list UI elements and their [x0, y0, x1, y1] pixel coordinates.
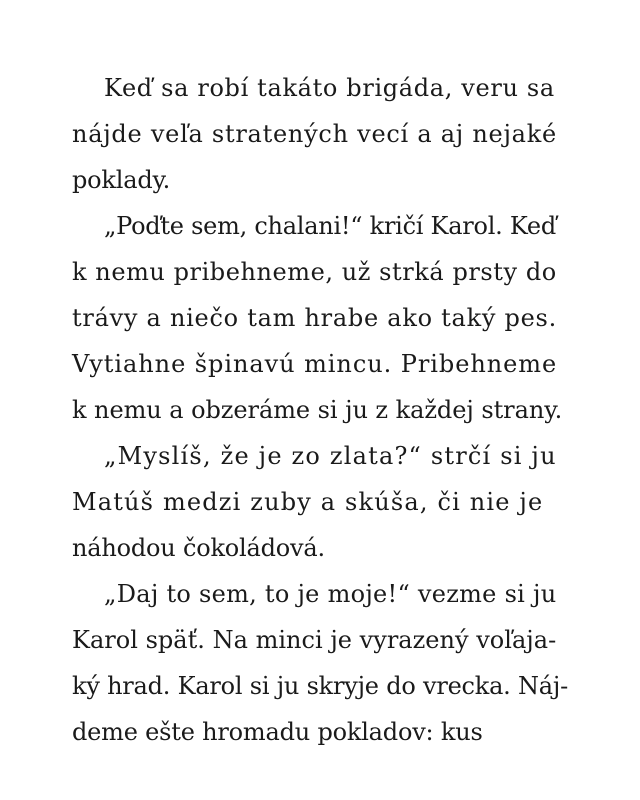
text-line-14: ký hrad. Karol si ju skryje do vrecka. Náj- [72, 672, 568, 700]
text-line-10: Matúš medzi zuby a skúša, či nie je [72, 488, 544, 516]
text-line-9: „Myslíš, že je zo zlata?“ strčí si ju [104, 442, 557, 470]
text-line-13: Karol späť. Na minci je vyrazený voľaja- [72, 626, 557, 654]
text-line-5: k nemu pribehneme, už strká prsty do [72, 258, 557, 286]
text-line-6: trávy a niečo tam hrabe ako taký pes. [72, 304, 557, 332]
text-line-2: nájde veľa stratených vecí a aj nejaké [72, 120, 557, 148]
text-line-4: „Poďte sem, chalani!“ kričí Karol. Keď [104, 212, 556, 240]
text-line-8: k nemu a obzeráme si ju z každej strany. [72, 396, 563, 424]
text-line-3: poklady. [72, 166, 171, 194]
text-line-7: Vytiahne špinavú mincu. Pribehneme [72, 350, 558, 378]
text-line-12: „Daj to sem, to je moje!“ vezme si ju [104, 580, 557, 608]
text-line-1: Keď sa robí takáto brigáda, veru sa [104, 74, 555, 102]
text-line-11: náhodou čokoládová. [72, 534, 325, 562]
text-line-15: deme ešte hromadu pokladov: kus [72, 718, 483, 746]
